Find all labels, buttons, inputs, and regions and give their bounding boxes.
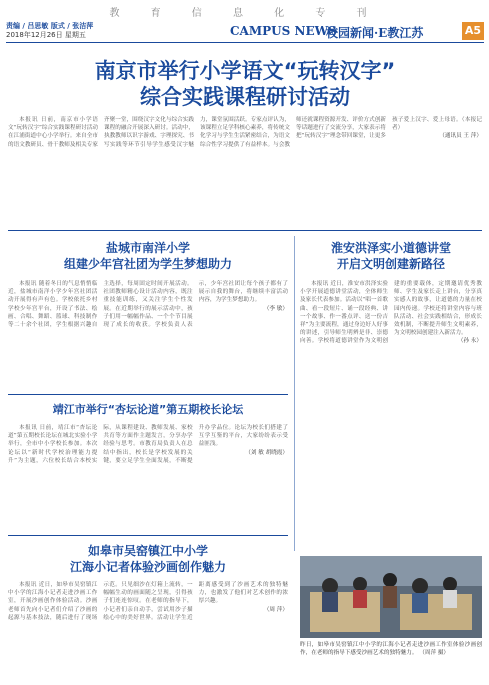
story-b-headline: [8, 240, 288, 272]
date-line: 2018年12月26日 星期五: [6, 31, 86, 39]
lead-title-line2: 综合实践课程研讨活动: [140, 85, 350, 109]
photo-caption-text: 昨日，如皋市吴窑镇江中小学的江海小记者走进沙画工作室体验沙画创作，在老师的指导下感受沙画艺术的独特魅力。: [300, 642, 482, 656]
story-c-title-line2: 开启文明创建新路径: [336, 257, 445, 271]
story-e-title-line2: 江海小记者体验沙画创作魅力: [69, 560, 226, 574]
story-d-headline: 靖江市举行“杏坛论道”第五期校长论坛: [52, 403, 244, 416]
lead-title-line1: 南京市举行小学语文“玩转汉字”: [94, 59, 396, 83]
story-e-headline: [8, 543, 288, 575]
lead-byline: （通讯员 王 萍）: [439, 133, 482, 140]
story-b-paragraph: 本报讯 随着冬日的气息悄悄临近，盐城市南洋小学少年宫社团活动开展得有声有色。学校依托乡村学校少年宫平台，开设了书法、绘画、合唱、舞蹈、篮球、科技制作等二十余个社团，学生根据兴趣自主选择，每周固定时间开展活动。社团教师精心设计活动内容，既注重技能训练，又关注学生个性发展。在近期举行的展示活动中，孩子们用一幅幅作品、一个个节目展现了成长的收获。学校负责人表示，少年宫社团让每个孩子都有了展示自我的舞台，将继续丰富活动内容，为学生梦想助力。: [8, 281, 288, 329]
photo-caption: [300, 641, 482, 681]
header-rule: [6, 42, 484, 43]
news-photo: [300, 556, 482, 638]
story-c-headline: [300, 240, 482, 272]
story-b-body: [8, 280, 288, 390]
lead-headline: [20, 58, 470, 110]
story-b-title-line1: 盐城市南洋小学: [105, 241, 190, 255]
photo-credit: （周萍 摄）: [419, 650, 450, 656]
page-number-badge: A5: [462, 22, 484, 40]
story-c-title-line1: 淮安洪泽实小道德讲堂: [330, 241, 451, 255]
story-c-byline: （孙 永）: [457, 338, 482, 345]
lead-body: [8, 116, 482, 224]
column-divider: [294, 236, 295, 551]
story-b-title-line2: 组建少年宫社团为学生梦想助力: [63, 257, 232, 271]
story-e-byline: （周 萍）: [263, 606, 288, 613]
section-en: CAMPUS NEWS: [230, 24, 337, 38]
story-c-paragraph: 本报讯 近日，淮安市洪泽实验小学开展道德讲堂活动，全体师生及家长代表参加。活动以“唱一首歌曲、看一段短片、诵一段经典、讲一个故事、作一番点评、送一份吉祥”为主要流程，通过身边好人好事的讲述，引导师生明辨是非、崇德向善。学校将道德讲堂作为文明创建的重要载体，定期邀请优秀教师、学生及家长走上讲台，分享真实感人的故事，让道德的力量在校园内传递。学校还将讲堂内容与班队活动、社会实践相结合，形成长效机制，不断提升师生文明素养，为文明校园创建注入新活力。: [300, 281, 482, 345]
divider-d-e: [8, 535, 288, 536]
divider-b-d: [8, 394, 288, 395]
story-e-paragraph: 本报讯 近日，如皋市吴窑镇江中小学的江海小记者走进沙画工作室，开展沙画创作体验活动。沙画老师首先向小记者们介绍了沙画的起源与基本技法，随后进行了现场示范。只见细沙在灯箱上流转，一幅幅生动的画面随之呈现，引得孩子们连连惊叹。在老师的指导下，小记者们亲自动手，尝试用沙子描绘心中的美好世界。活动让学生近距离感受到了沙画艺术的独特魅力，也激发了他们对艺术创作的浓厚兴趣。: [8, 582, 288, 621]
story-d-body: [8, 424, 288, 530]
story-e-body: [8, 581, 288, 679]
lead-paragraph: 本报讯 日前，南京市小学语文“玩转汉字”综合实践课程研讨活动在江浦街道中心小学举行。来自全市的语文教研员、骨干教师及相关专家齐聚一堂，围绕汉字文化与综合实践课程的融合开展深入研讨。活动中，执教教师以识字游戏、字理探究、书写实践等环节引导学生感受汉字魅力，课堂氛围活跃。专家点评认为，该课程立足学科核心素养，将传统文化学习与学生生活紧密结合，为语文综合性学习提供了有益样本。与会教师还就课程资源开发、评价方式创新等话题进行了交流分享，大家表示将把“玩转汉字”理念带回课堂，让更多孩子爱上汉字、爱上母语。（本报记者）: [8, 117, 482, 148]
masthead: [230, 22, 484, 42]
photo-image: [300, 556, 482, 638]
story-e-title-line1: 如皋市吴窑镇江中小学: [87, 544, 208, 558]
editor-meta: [6, 22, 93, 40]
story-d-paragraph: 本报讯 日前，靖江市“杏坛论道”第五期校长论坛在城北实验小学举行，全市中小学校长参加。本次论坛以“新时代学校治理能力提升”为主题，六位校长结合本校实际，从课程建设、教师发展、家校共育等方面作主题发言，分享办学经验与思考。市教育局负责人在总结中指出，校长是学校发展的关键，要立足学生全面发展，不断提升办学品位。论坛为校长们搭建了互学互鉴的平台，大家纷纷表示受益匪浅。: [8, 425, 288, 464]
story-d-byline: （刘 敏 胡晓霞）: [245, 449, 288, 456]
brand-line: 教 育 信 息 化 专 刊: [109, 8, 381, 19]
section-cn: 校园新闻·E教江苏: [326, 26, 424, 40]
divider-lead: [8, 230, 482, 231]
story-c-body: [300, 280, 482, 550]
story-b-byline: （李 敏）: [263, 305, 288, 312]
editor-line: 责编 / 吕思敏 版式 / 张洁萍: [6, 22, 94, 30]
